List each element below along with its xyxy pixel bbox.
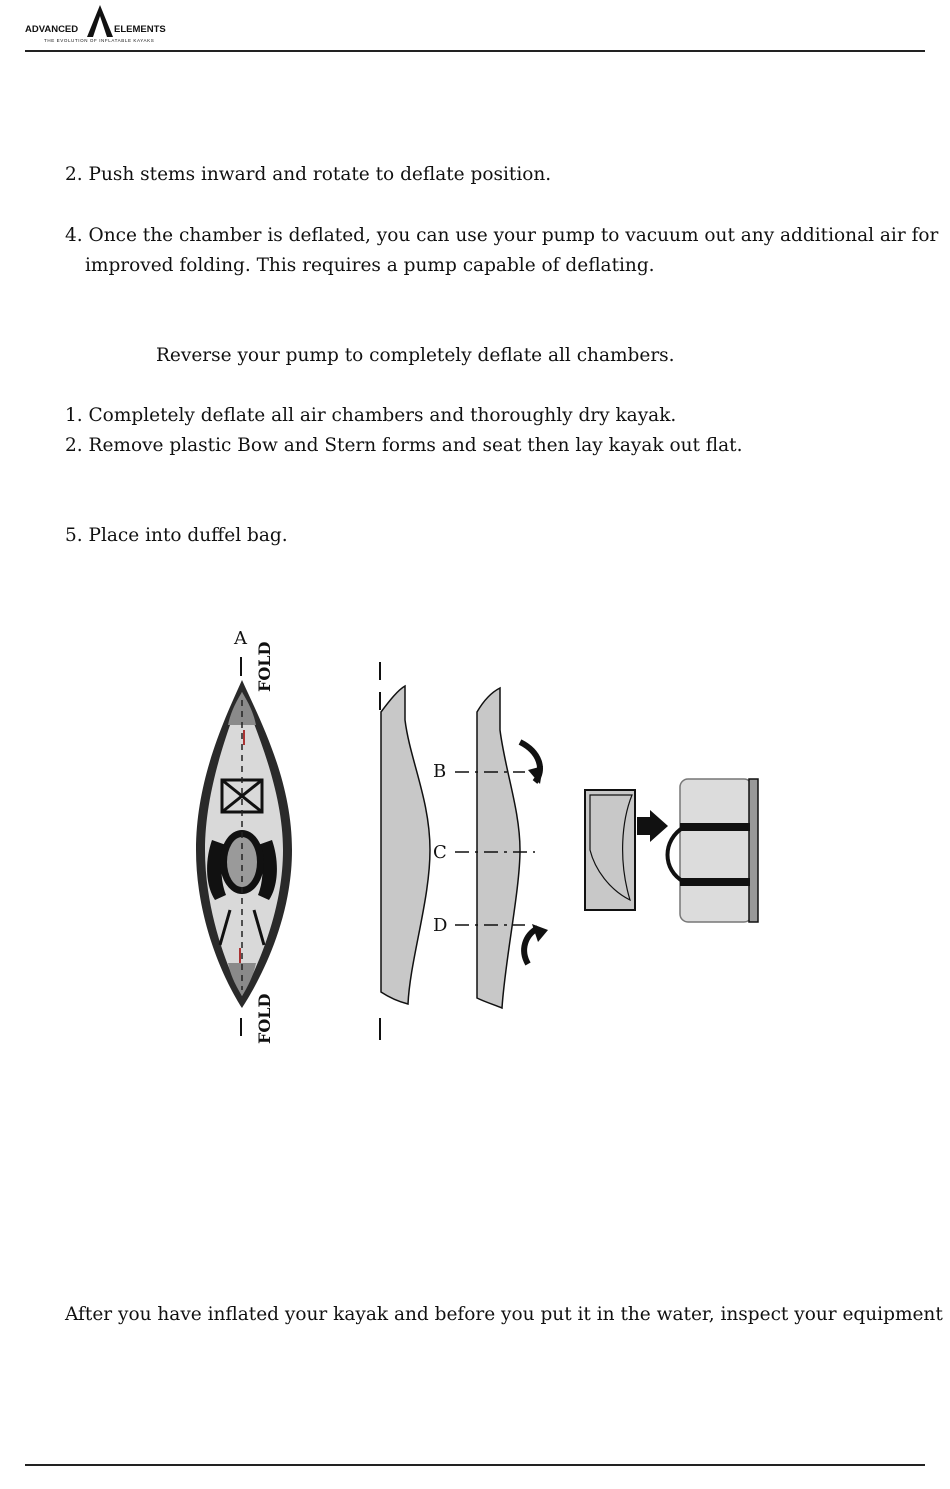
- logo-a-icon: [86, 4, 114, 38]
- label-c: C: [433, 842, 447, 863]
- kayak-half-fold-illustration: [380, 662, 430, 1040]
- fold-label-bottom: FOLD: [255, 993, 274, 1044]
- fold-step-1: 1. Completely deflate all air chambers and thoroughly dry kayak.: [65, 405, 677, 426]
- inspection-text: After you have inflated your kayak and before you put it in the water, inspect your equipment: [65, 1304, 943, 1325]
- label-a: A: [234, 628, 247, 649]
- deflate-step-4-line-1: 4. Once the chamber is deflated, you can use your pump to vacuum out any additional air for: [65, 225, 939, 246]
- header-rule: [25, 50, 925, 52]
- fold-label-top: FOLD: [255, 641, 274, 692]
- deflate-step-4-line-2: improved folding. This requires a pump capable of deflating.: [85, 255, 655, 276]
- label-d: D: [433, 915, 448, 936]
- label-b: B: [433, 761, 447, 782]
- folded-kayak-bundle-illustration: [585, 790, 635, 910]
- fold-step-2: 2. Remove plastic Bow and Stern forms and seat then lay kayak out flat.: [65, 435, 743, 456]
- right-arrow-icon: [637, 810, 668, 842]
- footer-rule: [25, 1464, 925, 1466]
- kayak-top-view-illustration: [196, 657, 292, 1036]
- logo-tagline: THE EVOLUTION OF INFLATABLE KAYAKS: [44, 38, 155, 43]
- folding-diagram: [0, 600, 950, 1060]
- duffel-bag-illustration: [668, 779, 759, 922]
- deflate-step-2: 2. Push stems inward and rotate to deflate position.: [65, 164, 552, 185]
- logo-right-text: ELEMENTS: [114, 24, 166, 35]
- logo-left-text: ADVANCED: [25, 24, 79, 35]
- deflate-tip: Reverse your pump to completely deflate all chambers.: [156, 345, 675, 366]
- brand-logo: [22, 4, 192, 44]
- fold-step-5: 5. Place into duffel bag.: [65, 525, 288, 546]
